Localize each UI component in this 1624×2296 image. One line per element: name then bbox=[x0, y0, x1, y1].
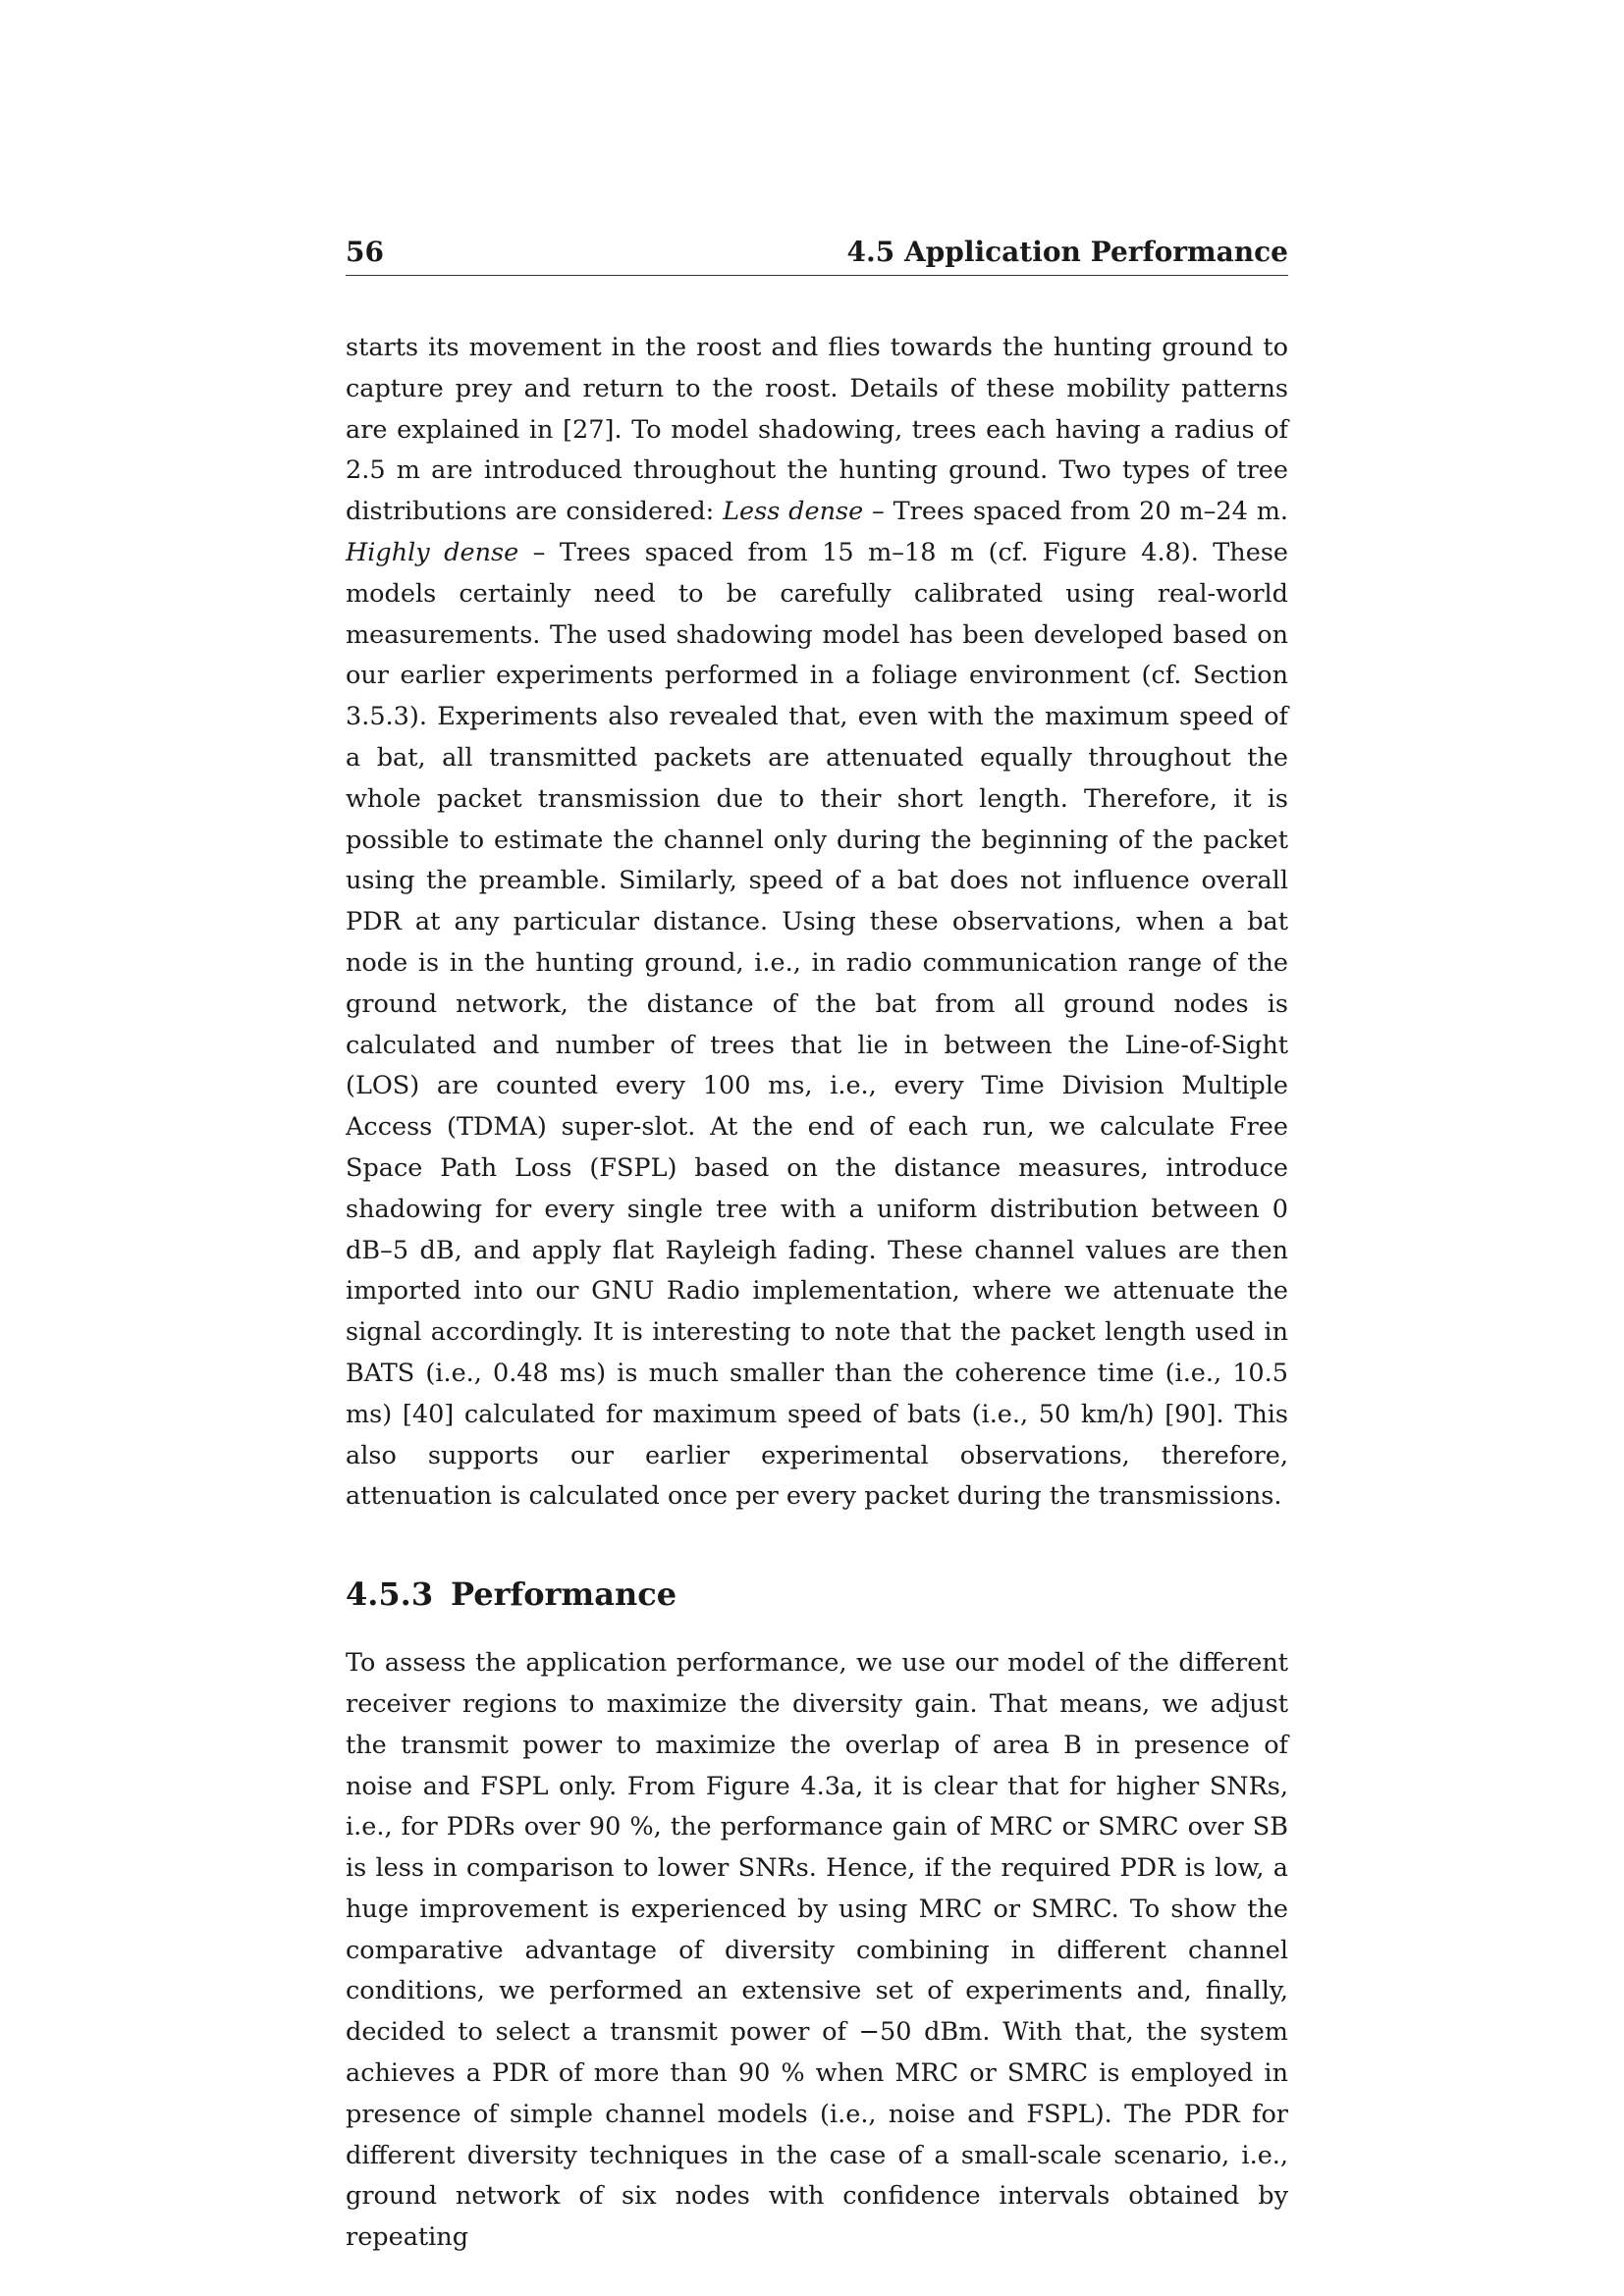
running-title: 4.5 Application Performance bbox=[846, 236, 1288, 268]
page bbox=[346, 236, 1288, 2259]
paragraph-1-italic-less-dense: Less dense bbox=[723, 497, 864, 527]
section-heading bbox=[346, 1575, 1288, 1614]
paragraph-1-text-c: – Trees spaced from 15 m–18 m (cf. Figure 4.8). These models certainly need to be carefully calibrated using real-world measurements. The used shadowing model has been developed based on our earlier experiments performed in a foliage environment (cf. Section 3.5.3). Experiments also revealed that, even with the maximum speed of a bat, all transmitted packets are attenuated equally throughout the whole packet transmission due to their short length. Therefore, it is possible to estimate the channel only during the beginning of the packet using the preamble. Similarly, speed of a bat does not influence overall PDR at any particular distance. Using these observations, when a bat node is in the hunting ground, i.e., in radio communication range of the ground network, the distance of the bat from all ground nodes is calculated and number of trees that lie in between the Line-of-Sight (LOS) are counted every 100 ms, i.e., every Time Division Multiple Access (TDMA) super-slot. At the end of each run, we calculate Free Space Path Loss (FSPL) based on the distance measures, introduce shadowing for every single tree with a uniform distribution between 0 dB–5 dB, and apply flat Rayleigh fading. These channel values are then imported into our GNU Radio implementation, where we attenuate the signal accordingly. It is interesting to note that the packet length used in BATS (i.e., 0.48 ms) is much smaller than the coherence time (i.e., 10.5 ms) [40] calculated for maximum speed of bats (i.e., 50 km/h) [90]. This also supports our earlier experimental observations, therefore, attenuation is calculated once per every packet during the transmissions. bbox=[346, 537, 1288, 1512]
page-number: 56 bbox=[346, 236, 384, 268]
body-paragraph-2: To assess the application performance, we use our model of the different receiver regions to maximize the diversity gain. That means, we adjust the transmit power to maximize the overlap of area B in presence of noise and FSPL only. From Figure 4.3a, it is clear that for higher SNRs, i.e., for PDRs over 90 %, the performance gain of MRC or SMRC over SB is less in comparison to lower SNRs. Hence, if the required PDR is low, a huge improvement is experienced by using MRC or SMRC. To show the comparative advantage of diversity combining in different channel conditions, we performed an extensive set of experiments and, finally, decided to select a transmit power of −50 dBm. With that, the system achieves a PDR of more than 90 % when MRC or SMRC is employed in presence of simple channel models (i.e., noise and FSPL). The PDR for different diversity techniques in the case of a small-scale scenario, i.e., ground network of six nodes with confidence intervals obtained by repeating bbox=[346, 1648, 1288, 2253]
section-title: Performance bbox=[451, 1575, 677, 1614]
paragraph-1-italic-highly-dense: Highly dense bbox=[346, 537, 519, 567]
body-paragraph-1 bbox=[346, 328, 1288, 1518]
paragraph-1-text-b: – Trees spaced from 20 m–24 m. bbox=[863, 497, 1288, 527]
section-number: 4.5.3 bbox=[346, 1575, 434, 1614]
paragraph-1-text-a: starts its movement in the roost and flies towards the hunting ground to capture prey and return to the roost. Details of these mobility patterns are explained in [27]. To model shadowing, trees each having a radius of 2.5 m are introduced throughout the hunting ground. Two types of tree distributions are considered: bbox=[346, 333, 1288, 527]
running-header bbox=[346, 236, 1288, 276]
